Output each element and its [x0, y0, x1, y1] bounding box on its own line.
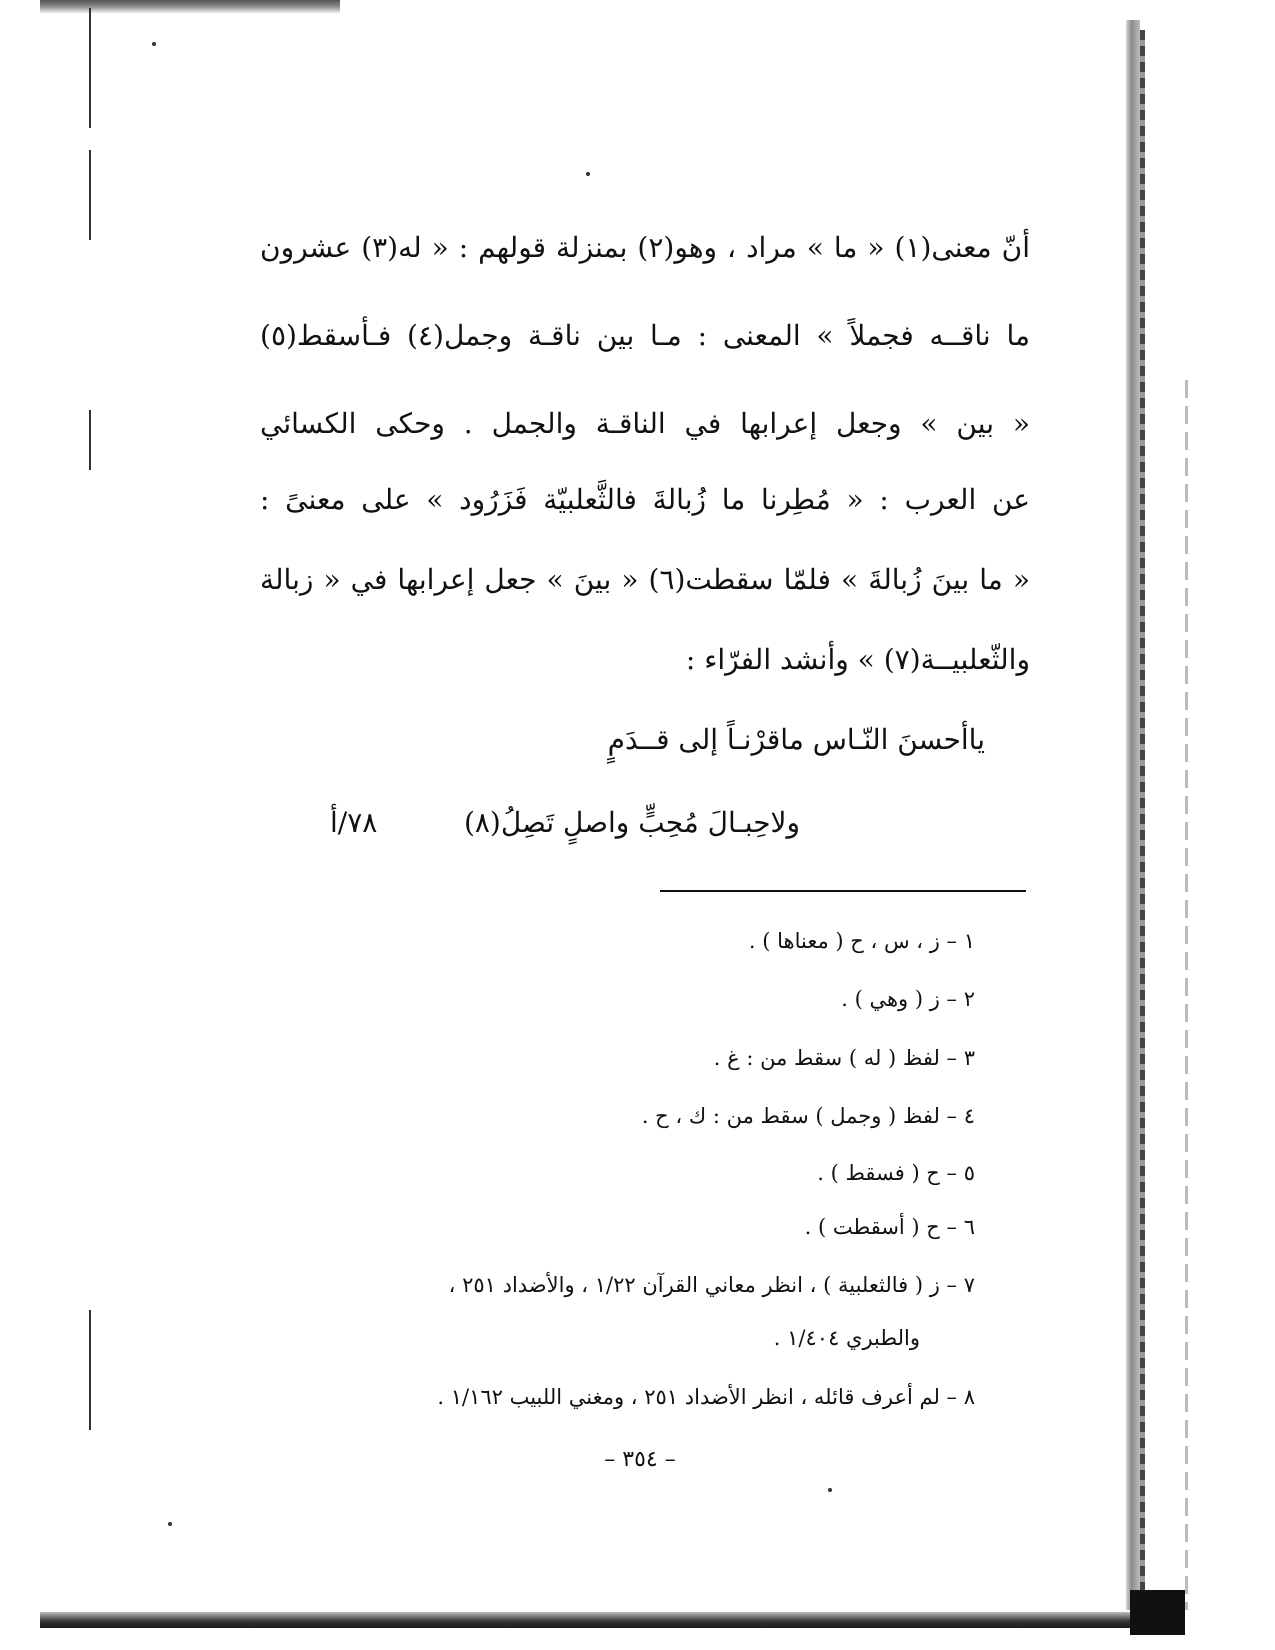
scan-bottom-shadow	[40, 1612, 1145, 1628]
scan-left-rule	[89, 8, 91, 128]
body-line: أنّ معنى(١) « ما » مراد ، وهو(٢) بمنزلة قولهم : « له(٣) عشرون	[260, 231, 1030, 264]
footnote-3: ٣ – لفظ ( له ) سقط من : غ .	[713, 1046, 975, 1070]
verse-hemistich-2: ولاحِبـالَ مُحِبٍّ واصلٍ تَصِلُ(٨)	[463, 806, 800, 839]
book-binding-edge	[1140, 30, 1145, 1600]
scan-speck	[828, 1488, 832, 1492]
body-line: ما ناقــه فجملاً » المعنى : مـا بين ناقـة وجمل(٤) فـأسقط(٥)	[260, 319, 1030, 352]
scan-corner-block	[1130, 1590, 1185, 1635]
verse-hemistich-1: ياأحسنَ النّـاس ماقرْنـاً إلى قــدَمٍ	[607, 723, 985, 756]
footnote-8: ٨ – لم أعرف قائله ، انظر الأضداد ٢٥١ ، ومغني اللبيب ١/١٦٢ .	[437, 1385, 975, 1409]
folio-marker: ٧٨/أ	[330, 806, 378, 839]
footnote-2: ٢ – ز ( وهي ) .	[841, 987, 975, 1011]
scan-speck	[168, 1522, 172, 1526]
body-line: عن العرب : « مُطِرنا ما زُبالةَ فالثَّعلبيّة فَزَرُود » على معنىً :	[260, 483, 1030, 516]
footnote-7: ٧ – ز ( فالثعلبية ) ، انظر معاني القرآن ١/٢٢ ، والأضداد ٢٥١ ،	[448, 1273, 975, 1297]
footnote-1: ١ – ز ، س ، ح ( معناها ) .	[748, 929, 975, 953]
footnote-7-continuation: والطبري ١/٤٠٤ .	[773, 1326, 920, 1350]
scan-left-rule	[89, 150, 91, 240]
body-line-last: والثّعلبيــة(٧) » وأنشد الفرّاء :	[685, 643, 1030, 676]
scan-speck	[586, 172, 590, 176]
page-number: – ٣٥٤ –	[604, 1447, 676, 1472]
scan-left-rule	[89, 1310, 91, 1430]
book-binding-shadow	[1126, 20, 1140, 1610]
scan-speck	[152, 42, 156, 46]
footnote-6: ٦ – ح ( أسقطت ) .	[804, 1215, 975, 1239]
body-line: « بين » وجعل إعرابها في الناقـة والجمل . وحكى الكسائي	[260, 407, 1030, 440]
footnote-5: ٥ – ح ( فسقط ) .	[817, 1161, 975, 1185]
book-binding-right	[1185, 380, 1188, 1610]
body-line: « ما بينَ زُبالةَ » فلمّا سقطت(٦) « بينَ » جعل إعرابها في « زبالة	[260, 563, 1030, 596]
scan-top-edge	[40, 0, 340, 14]
footnote-4: ٤ – لفظ ( وجمل ) سقط من : ك ، ح .	[641, 1104, 975, 1128]
footnote-separator	[660, 890, 1026, 892]
scan-left-rule	[89, 410, 91, 470]
